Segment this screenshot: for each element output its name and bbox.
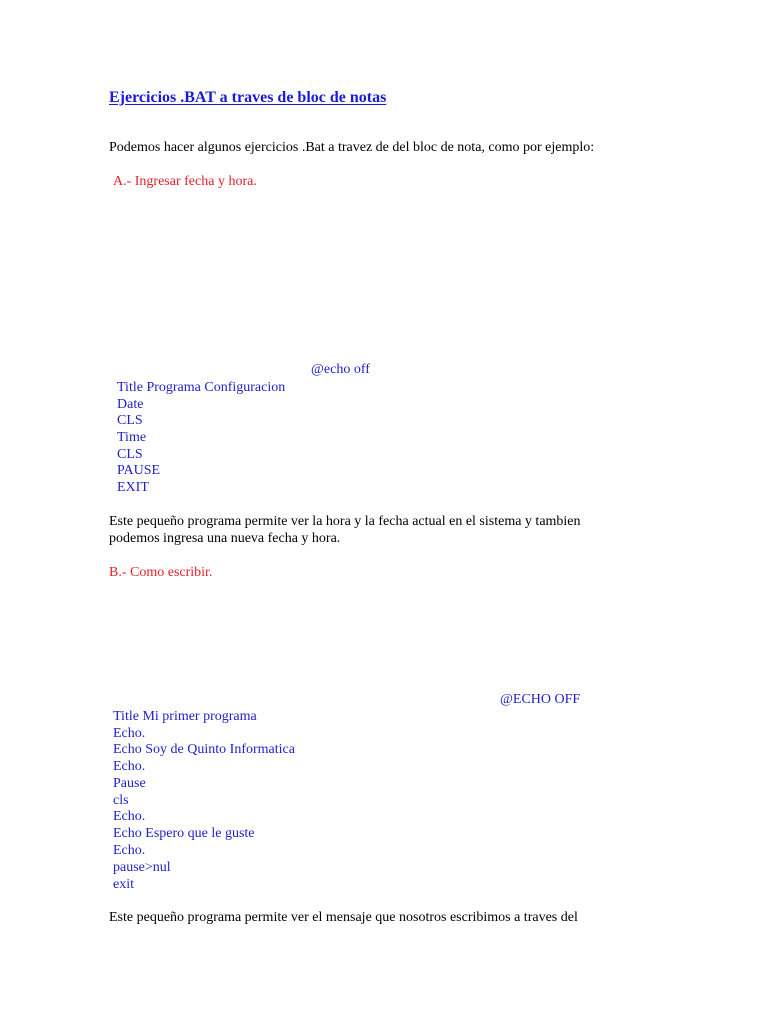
section-b-heading: B.- Como escribir. [109,565,213,580]
code-line: Date [117,397,144,412]
code-line: pause>nul [113,860,171,875]
document-title: Ejercicios .BAT a traves de bloc de notas [109,89,387,106]
code-line: Echo. [113,726,146,741]
code-line: EXIT [117,480,149,495]
code-line: Echo. [113,809,146,824]
section-a-heading: A.- Ingresar fecha y hora. [113,174,257,189]
code-line: Echo. [113,843,146,858]
code-line: CLS [117,447,143,462]
intro-paragraph: Podemos hacer algunos ejercicios .Bat a travez de del bloc de nota, como por ejemplo: [109,140,595,155]
code-line: Echo. [113,759,146,774]
code-line: Echo Espero que le guste [113,826,255,841]
section-b-description-line: Este pequeño programa permite ver el mensaje que nosotros escribimos a traves del [109,910,578,925]
code-line: exit [113,877,134,892]
code-line: @ECHO OFF [500,692,581,707]
code-line: CLS [117,413,143,428]
code-line: Time [117,430,147,445]
code-line: Title Programa Configuracion [117,380,286,395]
section-a-description-line: Este pequeño programa permite ver la hora y la fecha actual en el sistema y tambien [109,514,581,529]
code-line: Pause [113,776,146,791]
code-line: PAUSE [117,463,161,478]
code-line: cls [113,793,129,808]
section-a-description-line: podemos ingresa una nueva fecha y hora. [109,531,341,546]
code-line: Echo Soy de Quinto Informatica [113,742,295,757]
code-line: @echo off [311,362,370,377]
code-line: Title Mi primer programa [113,709,257,724]
